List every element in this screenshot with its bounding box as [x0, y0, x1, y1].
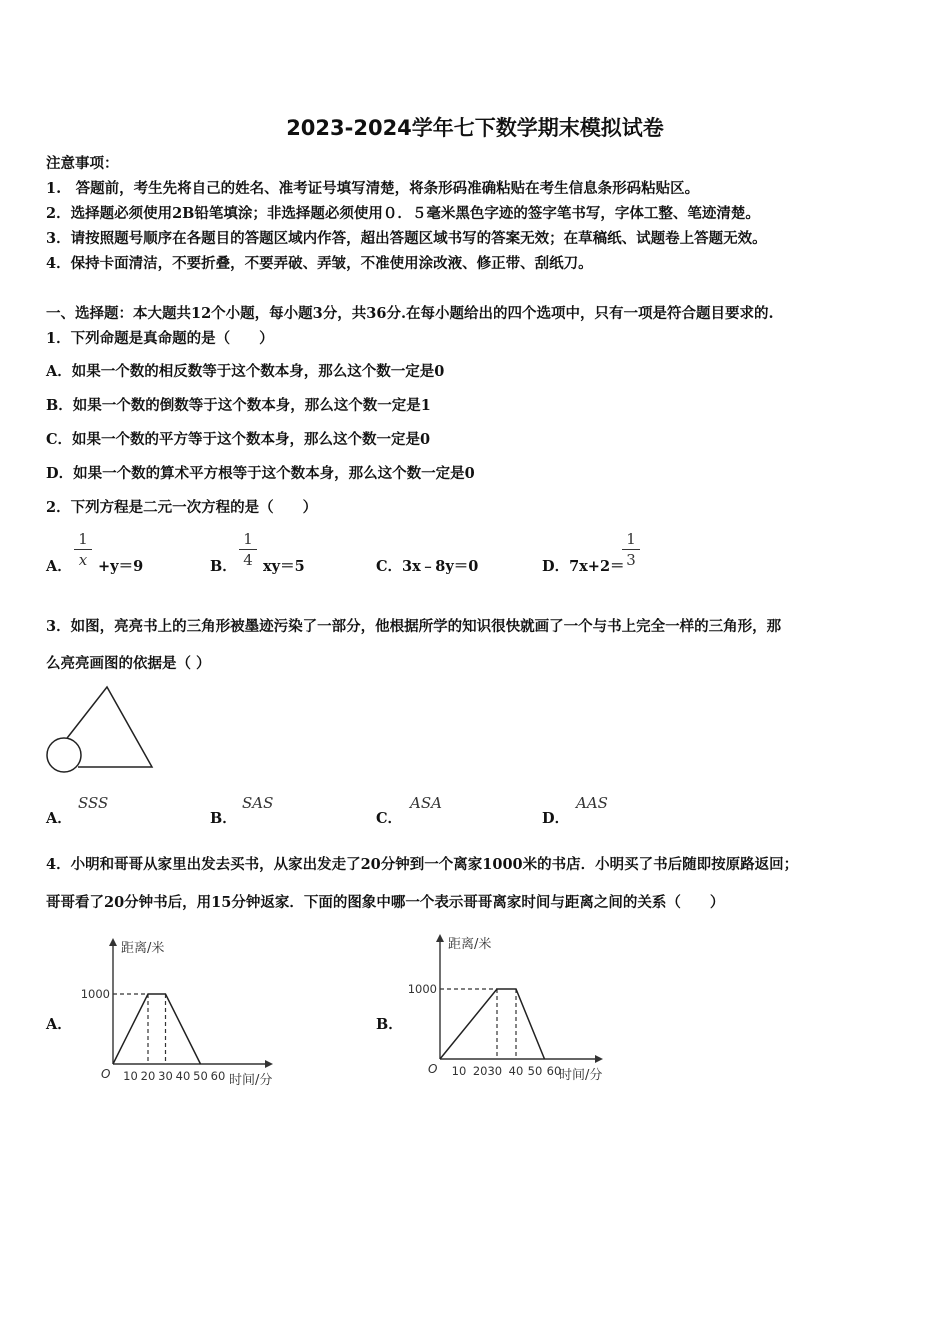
- x-tick-label: 60: [210, 1069, 226, 1083]
- distance-time-line: [440, 989, 545, 1059]
- q2-option-a-label: A．: [46, 558, 72, 575]
- q3-option-d-label: D．: [542, 810, 570, 827]
- q4-stem-line1: 4．小明和哥哥从家里出发去买书，从家出发走了20分钟到一个离家1000米的书店．小明买了书后随即按原路返回；: [46, 856, 799, 873]
- distance-time-line: [113, 994, 201, 1064]
- q2-d-denominator: 3: [626, 551, 636, 569]
- q2-b-denominator: 4: [243, 551, 253, 569]
- x-tick-label: 10: [123, 1069, 138, 1083]
- q2-option-b-label: B．: [210, 558, 237, 575]
- notice-item-2: 2．选择题必须使用2B铅笔填涂；非选择题必须使用０．５毫米黑色字迹的签字笔书写，字体工整、笔迹清楚。: [46, 205, 760, 222]
- q2-option-d-fraction: [622, 530, 640, 569]
- q3-option-c-label: C．: [376, 810, 403, 827]
- q3-stem-line2: 么亮亮画图的依据是（ ）: [46, 655, 211, 672]
- y-axis-arrow: [109, 938, 117, 946]
- q4-graph-b: [407, 928, 625, 1088]
- q2-d-numerator: 1: [626, 530, 636, 548]
- q3-option-d-value: AAS: [576, 794, 608, 812]
- q1-option-a: A．如果一个数的相反数等于这个数本身，那么这个数一定是0: [46, 363, 445, 380]
- notice-item-3: 3．请按照题号顺序在各题目的答题区域内作答，超出答题区域书写的答案无效；在草稿纸、试题卷上答题无效。: [46, 230, 767, 247]
- x-axis-label: 时间/分: [229, 1073, 273, 1088]
- origin-label: O: [101, 1067, 111, 1081]
- x-axis-label: 时间/分: [559, 1068, 603, 1083]
- q2-option-b-rest: xy＝5: [263, 558, 305, 575]
- q4-option-b-label: B．: [376, 1016, 403, 1033]
- q3-option-b-label: B．: [210, 810, 237, 827]
- q2-a-denominator: x: [78, 551, 88, 569]
- q2-option-a-rest: +y＝9: [98, 558, 144, 575]
- q2-b-numerator: 1: [243, 530, 253, 548]
- x-axis-arrow: [595, 1055, 603, 1063]
- q3-triangle-figure: [40, 682, 160, 777]
- notice-item-4: 4．保持卡面清洁，不要折叠，不要弄破、弄皱，不准使用涂改液、修正带、刮纸刀。: [46, 255, 593, 272]
- y-tick-label: 1000: [80, 987, 110, 1001]
- q3-option-c-value: ASA: [410, 794, 442, 812]
- notice-item-1: 1. 答题前，考生先将自己的姓名、准考证号填写清楚，将条形码准确粘贴在考生信息条形码粘贴区。: [46, 180, 700, 197]
- q2-option-a-fraction: [74, 530, 92, 569]
- q2-a-numerator: 1: [78, 530, 88, 548]
- section-heading: 一、选择题：本大题共12个小题，每小题3分，共36分.在每小题给出的四个选项中，只有一项是符合题目要求的.: [46, 305, 774, 322]
- q2-option-c: C．3x﹣8y＝0: [376, 558, 479, 575]
- q1-option-c: C．如果一个数的平方等于这个数本身，那么这个数一定是0: [46, 431, 431, 448]
- q2-option-d: D．7x+2＝: [542, 558, 625, 575]
- origin-label: O: [428, 1062, 438, 1076]
- x-tick-label: 30: [158, 1069, 173, 1083]
- x-tick-label: 10: [451, 1064, 467, 1078]
- q2-stem: 2．下列方程是二元一次方程的是（ ）: [46, 499, 318, 516]
- x-tick-label: 40: [175, 1069, 191, 1083]
- page-title: 2023-2024学年七下数学期末模拟试卷: [286, 116, 664, 140]
- q1-stem: 1．下列命题是真命题的是（ ）: [46, 330, 274, 347]
- y-tick-label: 1000: [407, 982, 437, 996]
- y-axis-label: 距离/米: [121, 941, 165, 956]
- y-axis-label: 距离/米: [448, 937, 492, 952]
- x-tick-label: 60: [546, 1064, 562, 1078]
- q3-option-a-label: A．: [46, 810, 72, 827]
- q3-stem-line1: 3．如图，亮亮书上的三角形被墨迹污染了一部分，他根据所学的知识很快就画了一个与书上完全一样的三角形，那: [46, 618, 782, 635]
- q1-option-d: D．如果一个数的算术平方根等于这个数本身，那么这个数一定是0: [46, 465, 475, 482]
- x-tick-label: 2030: [472, 1064, 503, 1078]
- x-tick-label: 20: [140, 1069, 156, 1083]
- x-tick-label: 50: [527, 1064, 543, 1078]
- y-axis-arrow: [436, 934, 444, 942]
- x-axis-arrow: [265, 1060, 273, 1068]
- q1-option-b: B．如果一个数的倒数等于这个数本身，那么这个数一定是1: [46, 397, 431, 414]
- x-tick-label: 40: [508, 1064, 524, 1078]
- q2-option-b-fraction: [239, 530, 257, 569]
- q3-ink-blot: [47, 738, 81, 772]
- q3-option-a-value: SSS: [78, 794, 109, 812]
- q4-option-a-label: A．: [46, 1016, 72, 1033]
- x-tick-label: 50: [193, 1069, 208, 1083]
- q4-stem-line2: 哥哥看了20分钟书后，用15分钟返家．下面的图象中哪一个表示哥哥离家时间与距离之间的关系（ ）: [46, 894, 725, 911]
- notice-heading: 注意事项：: [46, 155, 119, 172]
- q4-graph-a: [80, 932, 295, 1092]
- q3-option-b-value: SAS: [242, 794, 274, 812]
